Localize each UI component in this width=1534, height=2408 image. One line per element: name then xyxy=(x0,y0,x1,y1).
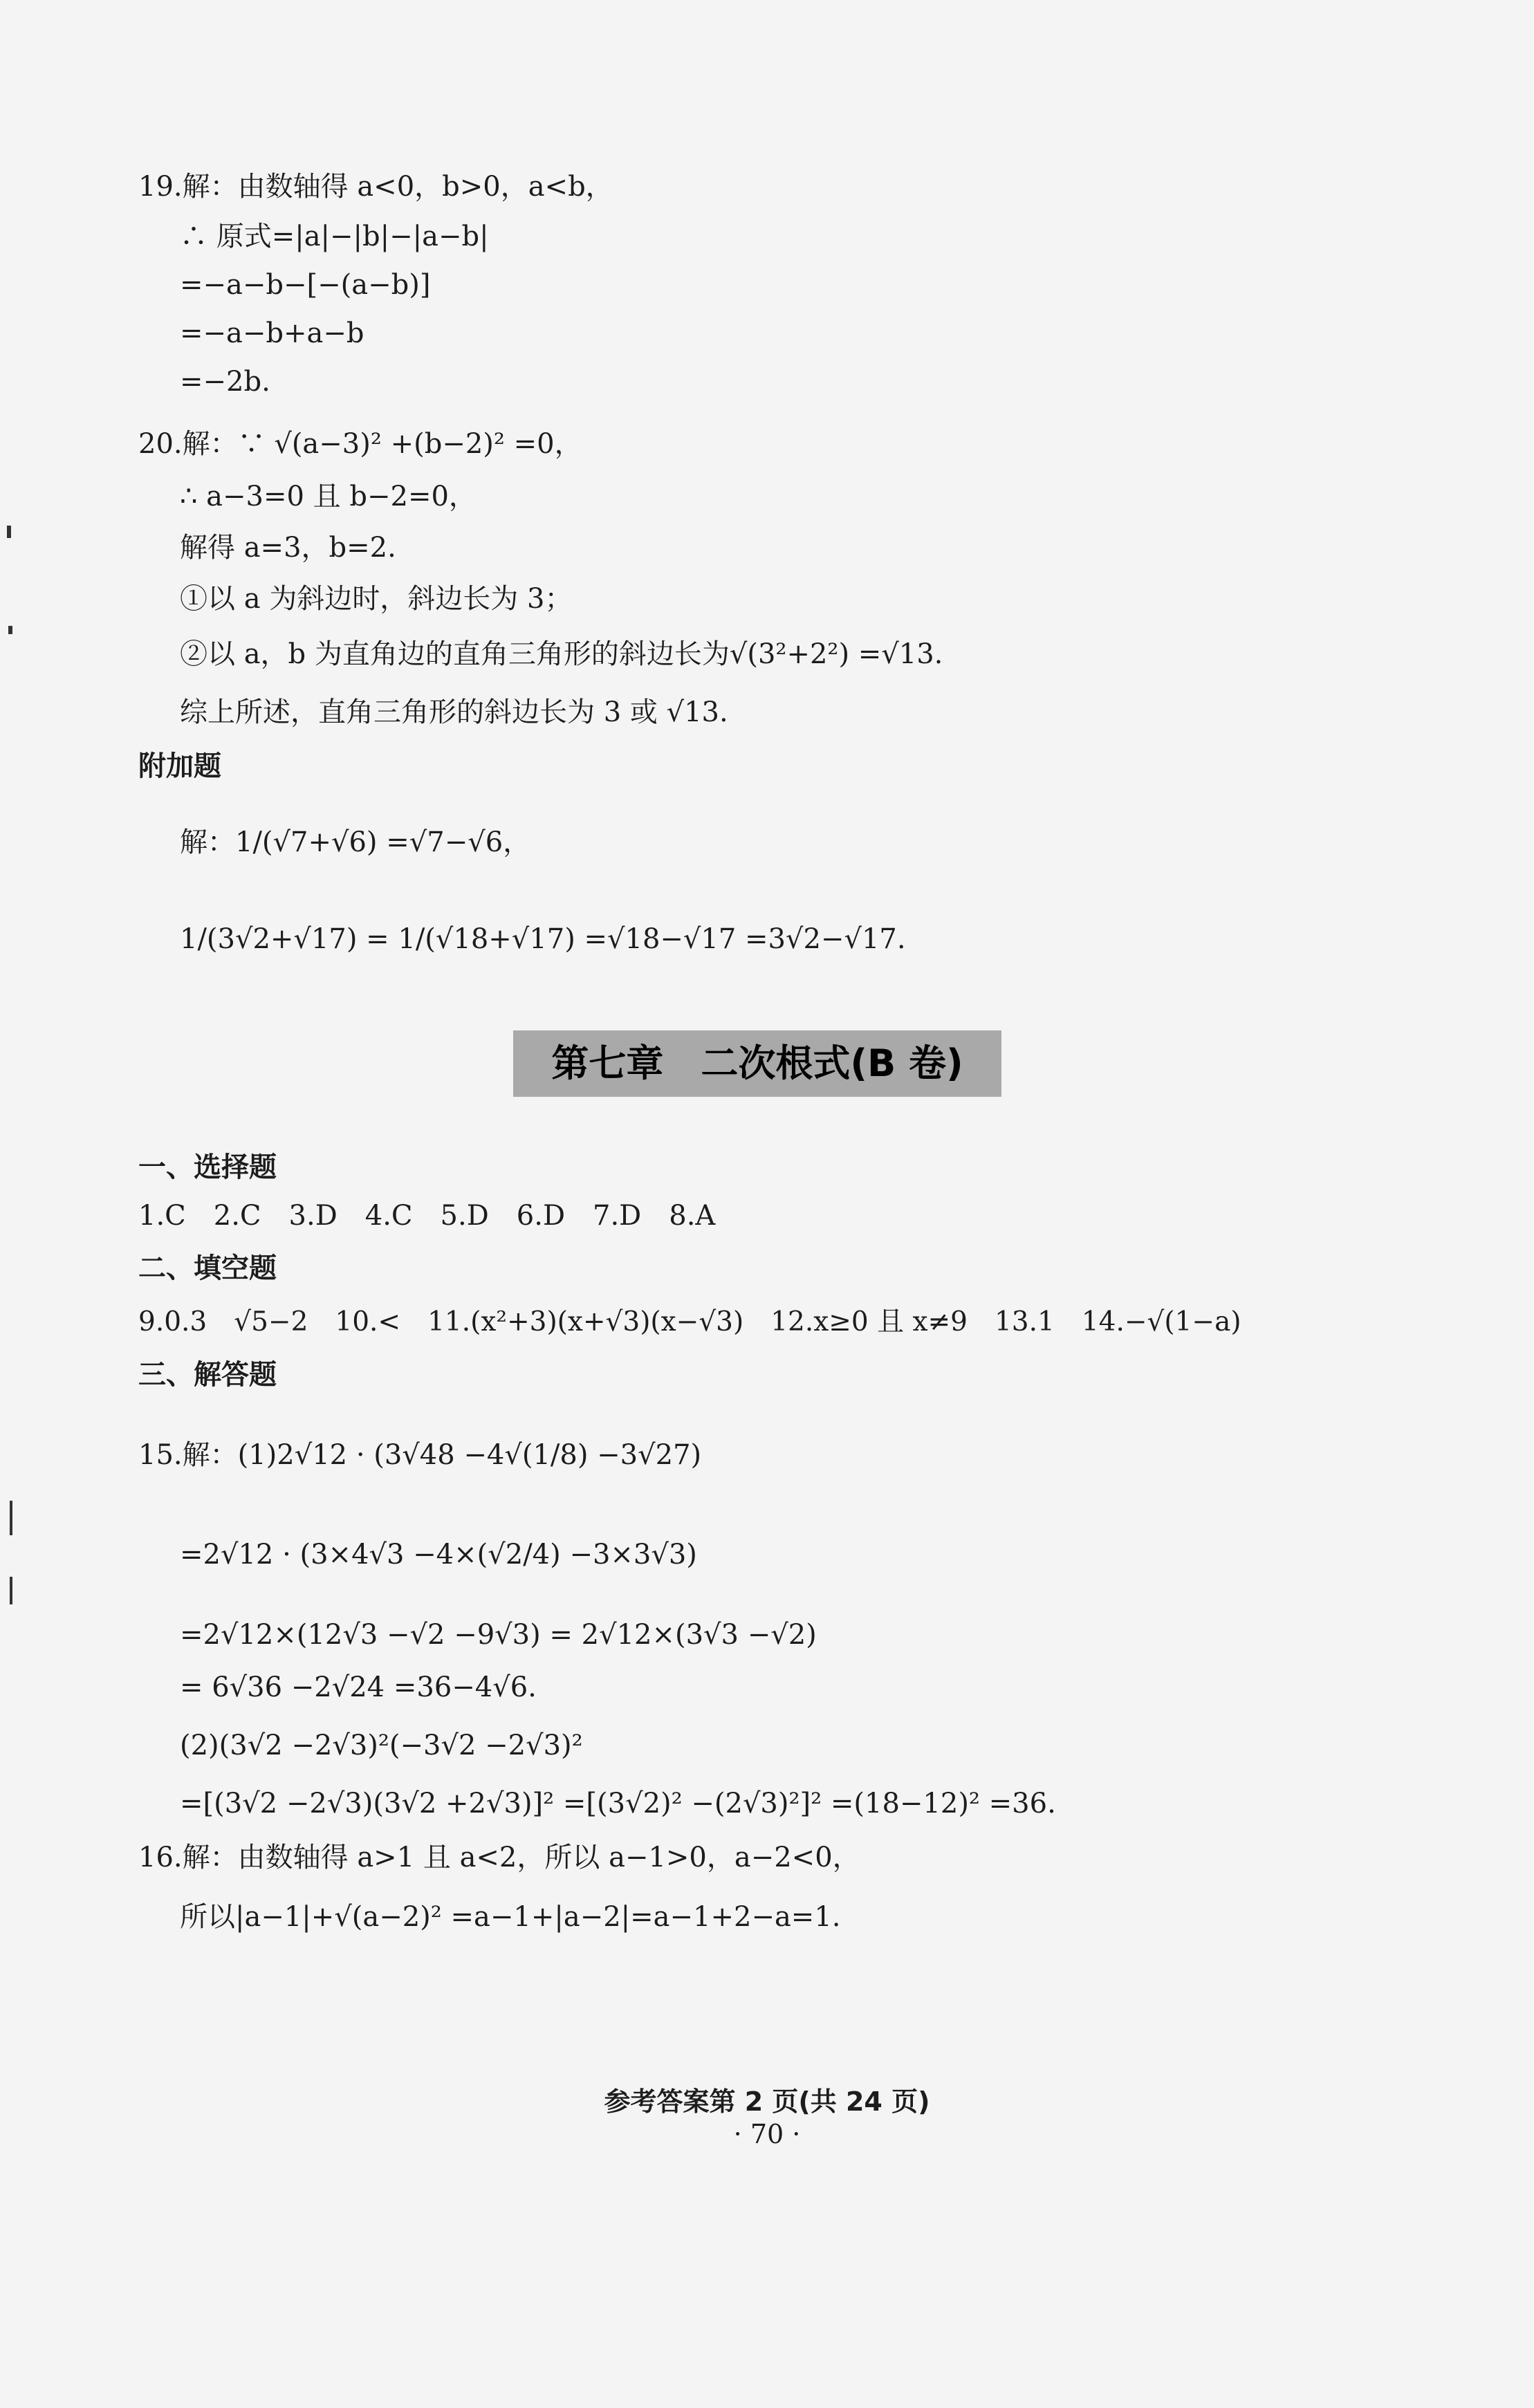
fill-answers: 9.0.3 √5−2 10.< 11.(x²+3)(x+√3)(x−√3) 12.x≥0 且 x≠9 13.1 14.−√(1−a) xyxy=(138,1306,1241,1337)
page-number: · 70 · xyxy=(733,2119,801,2149)
q15-line-3: =2√12×(12√3 −√2 −9√3) = 2√12×(3√3 −√2) xyxy=(180,1619,817,1651)
q19-line-4: =−a−b+a−b xyxy=(180,317,364,349)
scan-mark xyxy=(10,1577,12,1604)
q20-line-3: 解得 a=3，b=2. xyxy=(180,532,396,564)
q16-line-1: 16.解：由数轴得 a>1 且 a<2，所以 a−1>0，a−2<0， xyxy=(138,1842,860,1873)
scan-mark xyxy=(7,526,11,538)
footer-caption: 参考答案第 2 页(共 24 页) xyxy=(604,2086,930,2117)
q20-line-4: ①以 a 为斜边时，斜边长为 3； xyxy=(180,583,573,615)
section-heading-solve: 三、解答题 xyxy=(138,1359,277,1391)
q15-line-2: =2√12 · (3×4√3 −4×(√2/4) −3×3√3) xyxy=(180,1539,697,1571)
section-heading-choice: 一、选择题 xyxy=(138,1151,277,1183)
q15-line-6: =[(3√2 −2√3)(3√2 +2√3)]² =[(3√2)² −(2√3)²]² =(18−12)² =36. xyxy=(180,1788,1056,1819)
q20-line-2: ∴ a−3=0 且 b−2=0， xyxy=(180,481,477,512)
bonus-line-2: 1/(3√2+√17) = 1/(√18+√17) =√18−√17 =3√2−√17. xyxy=(180,923,906,955)
q20-line-6: 综上所述，直角三角形的斜边长为 3 或 √13. xyxy=(180,696,728,728)
chapter-title: 第七章 二次根式(B 卷) xyxy=(513,1030,1001,1097)
q20-line-1: 20.解：∵ √(a−3)² +(b−2)² =0， xyxy=(138,428,582,460)
bonus-line-1: 解：1/(√7+√6) =√7−√6， xyxy=(180,826,531,858)
q19-line-1: 19.解：由数轴得 a<0，b>0，a<b， xyxy=(138,171,613,203)
scan-mark xyxy=(10,1501,12,1535)
bonus-heading: 附加题 xyxy=(138,750,221,782)
q19-line-2: ∴ 原式=|a|−|b|−|a−b| xyxy=(180,221,489,252)
q16-line-2: 所以|a−1|+√(a−2)² =a−1+|a−2|=a−1+2−a=1. xyxy=(180,1901,841,1933)
scan-mark xyxy=(8,626,12,634)
q19-line-3: =−a−b−[−(a−b)] xyxy=(180,269,431,301)
q19-line-5: =−2b. xyxy=(180,366,270,398)
q15-line-5: (2)(3√2 −2√3)²(−3√2 −2√3)² xyxy=(180,1730,583,1761)
q15-line-1: 15.解：(1)2√12 · (3√48 −4√(1/8) −3√27) xyxy=(138,1439,702,1471)
section-heading-fill: 二、填空题 xyxy=(138,1252,277,1284)
choice-answers: 1.C 2.C 3.D 4.C 5.D 6.D 7.D 8.A xyxy=(138,1200,716,1232)
q20-line-5: ②以 a，b 为直角边的直角三角形的斜边长为√(3²+2²) =√13. xyxy=(180,638,943,670)
q15-line-4: = 6√36 −2√24 =36−4√6. xyxy=(180,1671,537,1703)
